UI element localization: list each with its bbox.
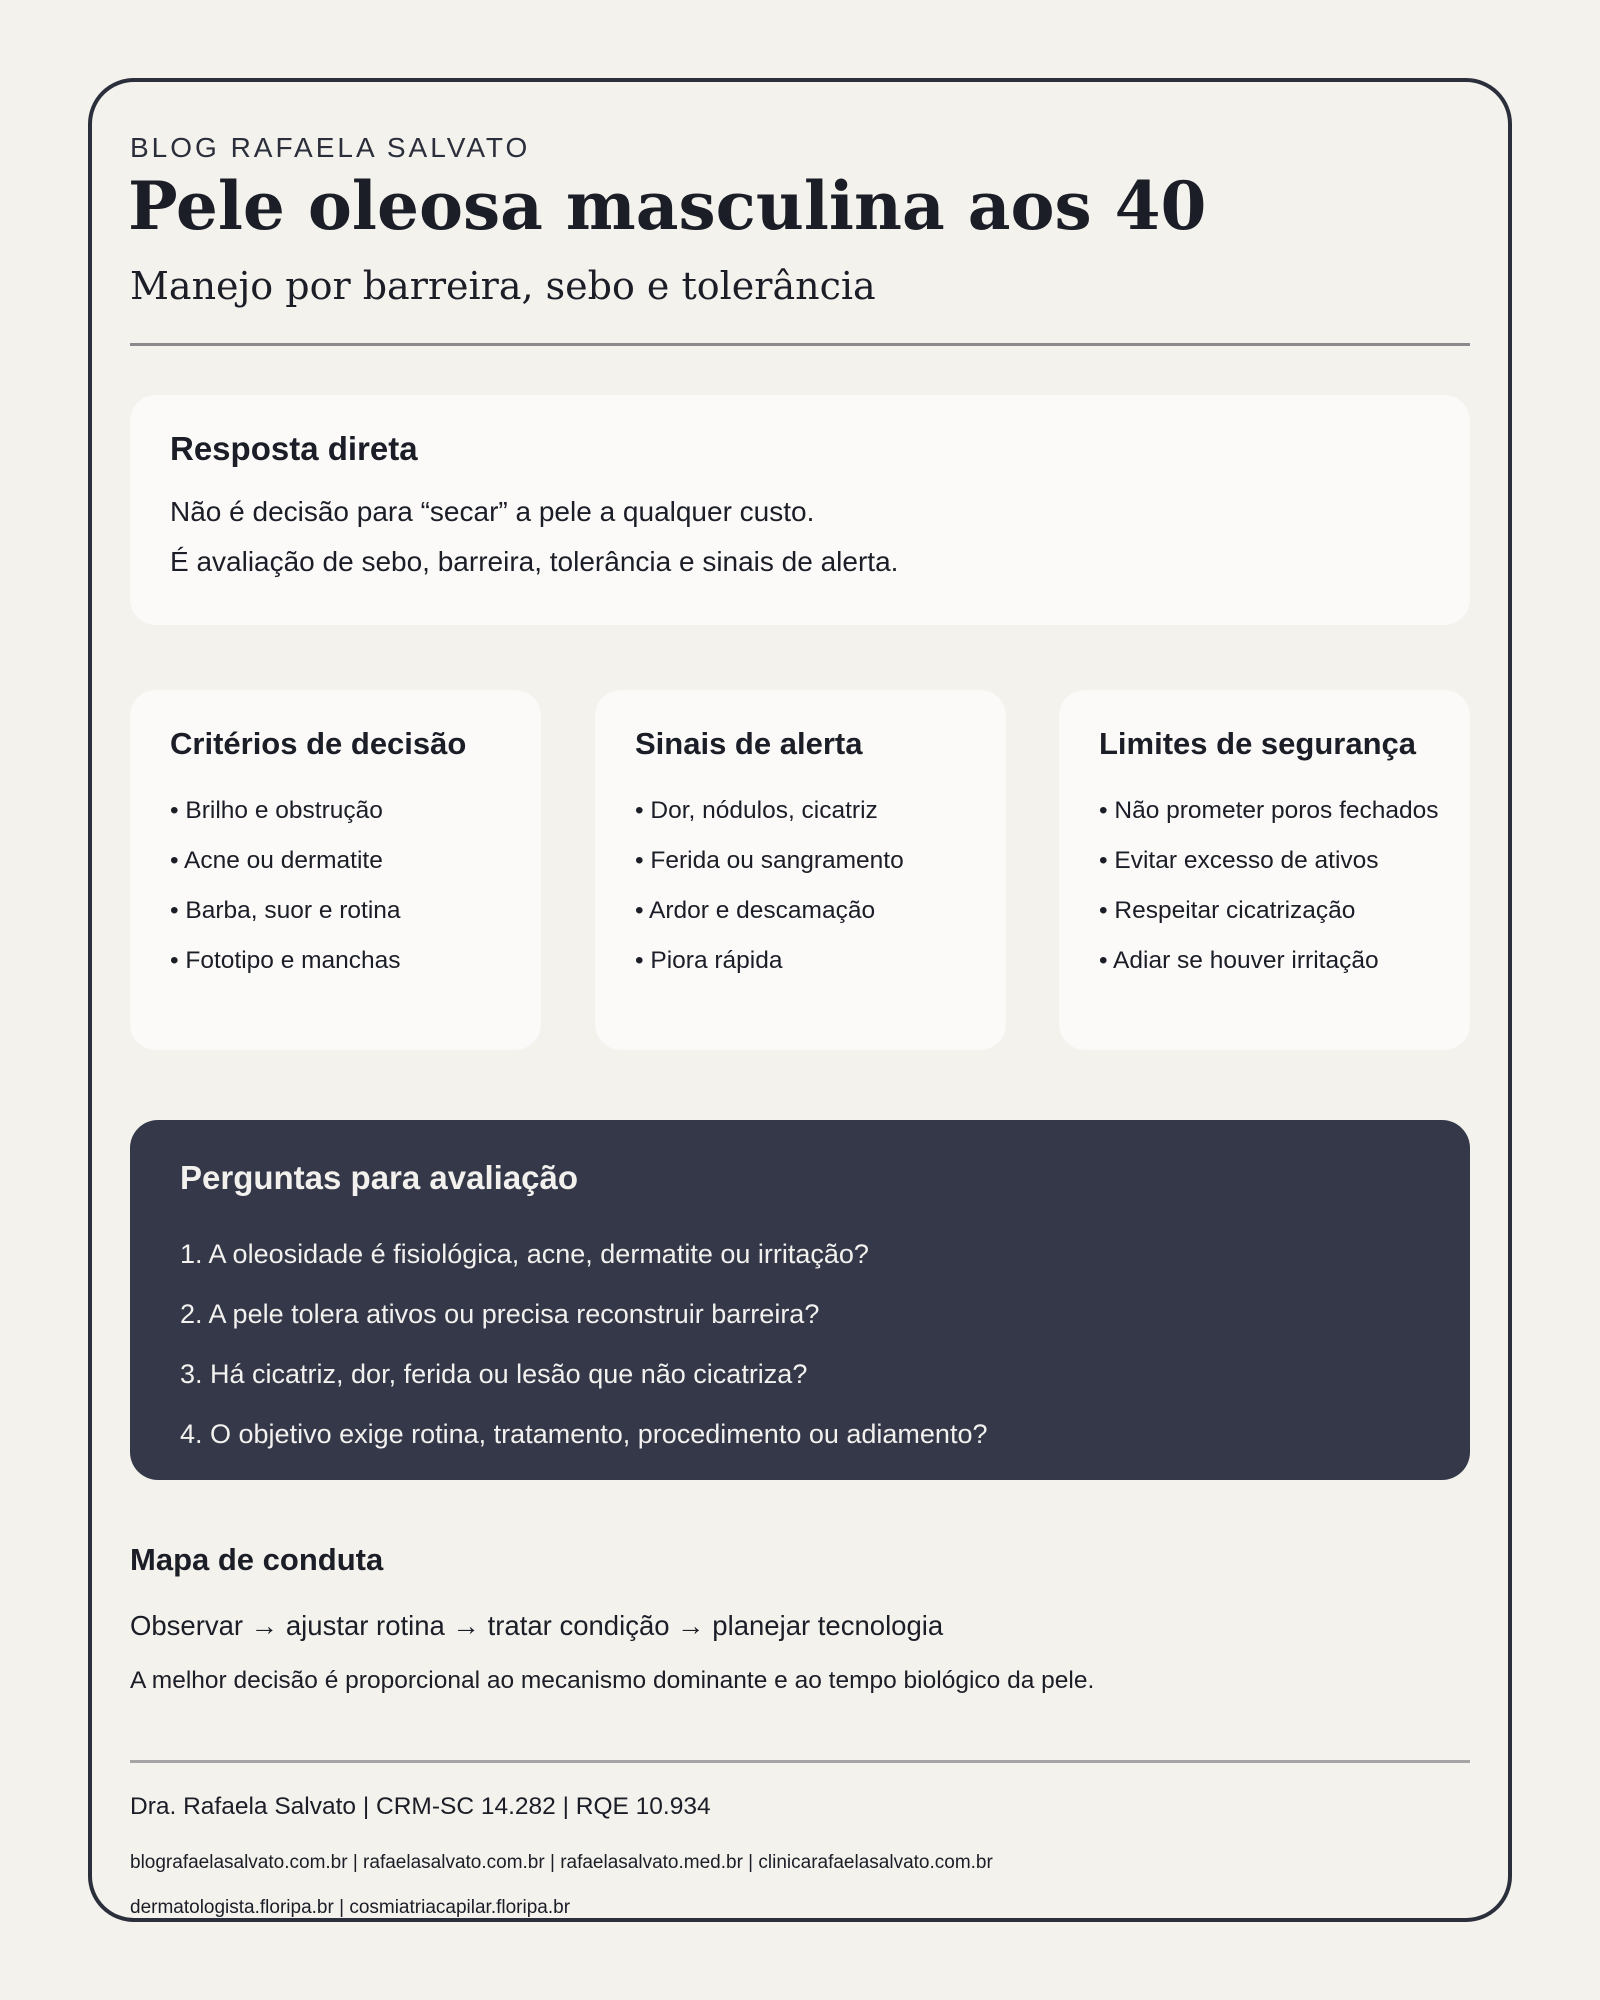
safety-limits-list — [1099, 786, 1439, 986]
list-item: • Adiar se houver irritação — [1099, 947, 1379, 974]
evaluation-questions-panel — [130, 1120, 1470, 1480]
list-item: • Ardor e descamação — [635, 897, 876, 924]
decision-criteria-panel — [130, 690, 541, 1050]
question-item: 1. A oleosidade é fisiológica, acne, dermatite ou irritação? — [180, 1239, 869, 1269]
footer-links-line-2: dermatologista.floripa.br | cosmiatriacapilar.floripa.br — [130, 1897, 571, 1918]
header-divider — [130, 343, 1470, 346]
direct-answer-line: É avaliação de sebo, barreira, tolerância e sinais de alerta. — [170, 546, 899, 577]
list-item: • Acne ou dermatite — [170, 847, 383, 874]
footer-divider — [130, 1760, 1470, 1763]
author-signature: Dra. Rafaela Salvato | CRM-SC 14.282 | RQE 10.934 — [130, 1793, 711, 1820]
direct-answer-heading: Resposta direta — [170, 430, 418, 467]
list-item: • Barba, suor e rotina — [170, 897, 401, 924]
list-item: • Ferida ou sangramento — [635, 847, 904, 874]
conduct-map-heading: Mapa de conduta — [130, 1542, 384, 1577]
warning-signs-heading: Sinais de alerta — [635, 726, 863, 761]
page-subtitle: Manejo por barreira, sebo e tolerância — [130, 264, 876, 308]
list-item: • Brilho e obstrução — [170, 797, 383, 824]
list-item: • Fototipo e manchas — [170, 947, 401, 974]
safety-limits-heading: Limites de segurança — [1099, 726, 1417, 761]
page-title: Pele oleosa masculina aos 40 — [128, 167, 1207, 245]
direct-answer-panel — [130, 395, 1470, 625]
direct-answer-line: Não é decisão para “secar” a pele a qualquer custo. — [170, 496, 815, 527]
question-item: 2. A pele tolera ativos ou precisa reconstruir barreira? — [180, 1299, 820, 1329]
warning-signs-panel — [595, 690, 1006, 1050]
safety-limits-panel — [1059, 690, 1470, 1050]
warning-signs-list — [635, 786, 966, 986]
conduct-map-note: A melhor decisão é proporcional ao mecanismo dominante e ao tempo biológico da pele. — [130, 1667, 1095, 1694]
list-item: • Piora rápida — [635, 947, 783, 974]
list-item: • Respeitar cicatrização — [1099, 897, 1356, 924]
list-item: • Evitar excesso de ativos — [1099, 847, 1379, 874]
blog-eyebrow: BLOG RAFAELA SALVATO — [130, 132, 531, 163]
evaluation-questions-list — [180, 1224, 1420, 1464]
question-item: 4. O objetivo exige rotina, tratamento, procedimento ou adiamento? — [180, 1419, 988, 1449]
list-item: • Não prometer poros fechados — [1099, 797, 1439, 824]
decision-criteria-heading: Critérios de decisão — [170, 726, 467, 761]
footer-links-line-1: blografaelasalvato.com.br | rafaelasalvato.com.br | rafaelasalvato.med.br | clinicarafaelasalvato.com.br — [130, 1852, 993, 1873]
conduct-map-flow: Observar → ajustar rotina → tratar condição → planejar tecnologia — [130, 1610, 944, 1641]
list-item: • Dor, nódulos, cicatriz — [635, 797, 878, 824]
question-item: 3. Há cicatriz, dor, ferida ou lesão que não cicatriza? — [180, 1359, 808, 1389]
decision-criteria-list — [170, 786, 501, 986]
evaluation-questions-heading: Perguntas para avaliação — [180, 1159, 579, 1196]
